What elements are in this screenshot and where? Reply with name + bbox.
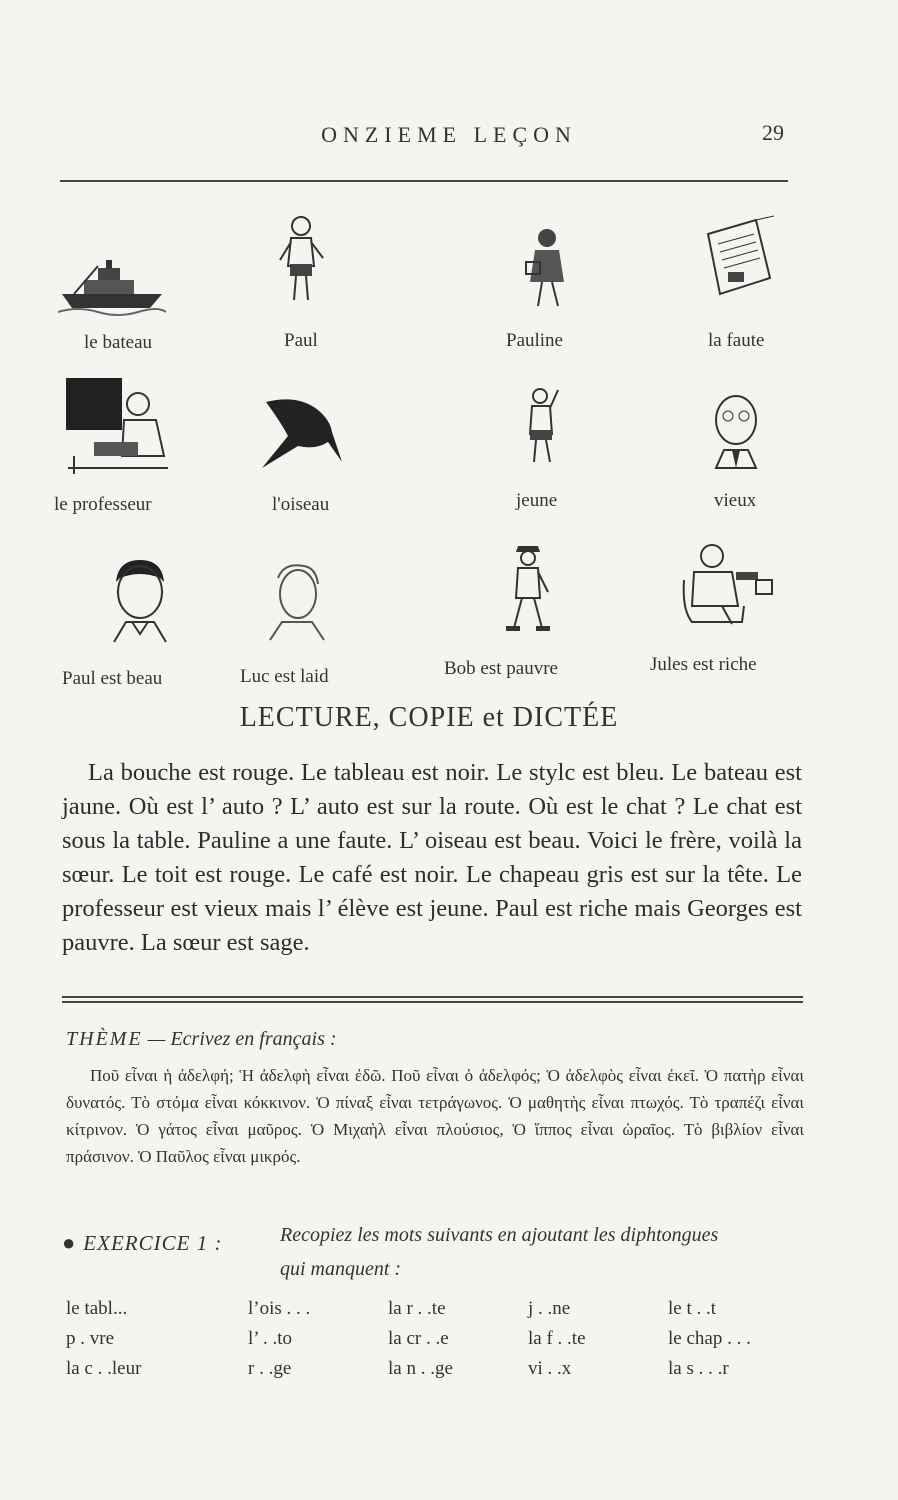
caption-vieux: vieux — [714, 490, 757, 511]
exercise-label: EXERCICE 1 : — [83, 1231, 223, 1255]
caption-luc-laid: Luc est laid — [240, 666, 329, 687]
exercise-word: p . vre — [66, 1328, 115, 1349]
faute-paper-illustration — [700, 214, 776, 304]
paul-illustration — [276, 214, 326, 306]
exercise-instruction-line1: Recopiez les mots suivants en ajoutant les diphtongues — [280, 1224, 719, 1246]
theme-label: THÈME — [66, 1028, 143, 1050]
section-divider-bottom — [62, 1001, 803, 1003]
old-man-illustration — [706, 388, 772, 470]
exercise-word: le t . .t — [668, 1298, 717, 1319]
lecture-heading: LECTURE, COPIE et DICTÉE — [239, 702, 619, 733]
exercise-word: r . .ge — [248, 1358, 292, 1379]
caption-bob-pauvre: Bob est pauvre — [444, 658, 558, 679]
exercise-word: la cr . .e — [388, 1328, 449, 1349]
exercise-word: la s . . .r — [668, 1358, 729, 1379]
caption-bateau: le bateau — [84, 332, 153, 353]
lesson-title: ONZIEME LEÇON — [321, 122, 577, 147]
exercise-word: la n . .ge — [388, 1358, 453, 1379]
exercise-word: j . .ne — [528, 1298, 571, 1319]
young-boy-illustration — [524, 386, 562, 466]
poor-man-illustration — [504, 538, 552, 634]
page-number: 29 — [762, 120, 784, 145]
exercise-word: la f . .te — [528, 1328, 586, 1349]
exercise-word: vi . .x — [528, 1358, 572, 1379]
caption-oiseau: l'oiseau — [272, 494, 330, 515]
lecture-paragraph: La bouche est rouge. Le tableau est noir. Le stylc est bleu. Le bateau est jaune. Où est l’ auto ? L’ auto est sur la route. Où est le chat ? Le chat est sous la table. Pauline a une faute. L’ oiseau est beau. Voici le frère, voilà la sœur. Le toit est rouge. Le café est noir. Le chapeau gris est sur la tête. Le professeur est vieux mais l’ élève est jeune. Paul est riche mais Georges est pauvre. La sœur est sage. — [62, 759, 802, 956]
exercise-column-2 — [248, 1294, 310, 1384]
bullet-icon: ● — [62, 1230, 76, 1255]
boat-illustration — [58, 256, 166, 316]
caption-faute: la faute — [708, 330, 765, 351]
exercise-word: l’ . .to — [248, 1328, 292, 1349]
caption-professeur: le professeur — [54, 494, 152, 515]
theme-greek-text: Ποῦ εἶναι ἡ ἀδελφή; Ἡ ἀδελφὴ εἶναι ἐδῶ. Ποῦ εἶναι ὁ ἀδελφός; Ὁ ἀδελφὸς εἶναι ἐκεῖ. Ὁ πατὴρ εἶναι δυνατός. Τὸ στόμα εἶναι κόκκινον. Ὁ πίναξ εἶναι τετράγωνος. Ὁ μαθητὴς εἶναι πτωχός. Τὸ τραπέζι εἶναι κίτρινον. Ὁ γάτος εἶναι μαῦρος. Ὁ Μιχαὴλ εἶναι πλούσιος, Ὁ ἵππος εἶναι ὡραῖος. Τὸ βιβλίον εἶναι πράσινον. Ὁ Παῦλος εἶναι μικρός. — [66, 1066, 804, 1166]
handsome-boy-illustration — [104, 556, 176, 646]
theme-heading — [66, 1028, 337, 1051]
caption-paul: Paul — [284, 330, 318, 351]
exercise-heading — [62, 1230, 222, 1256]
exercise-column-5 — [668, 1294, 751, 1384]
professor-illustration — [64, 376, 172, 476]
exercise-word: la c . .leur — [66, 1358, 142, 1379]
exercise-word: la r . .te — [388, 1298, 446, 1319]
exercise-word: le chap . . . — [668, 1328, 751, 1349]
exercise-word: l’ois . . . — [248, 1298, 311, 1319]
theme-instruction: — Ecrivez en français : — [147, 1028, 337, 1050]
exercise-instruction-line2: qui manquent : — [280, 1258, 402, 1280]
exercise-column-3 — [388, 1294, 453, 1384]
caption-pauline: Pauline — [506, 330, 563, 351]
exercise-column-4 — [528, 1294, 586, 1384]
header-divider — [60, 180, 788, 182]
caption-paul-beau: Paul est beau — [62, 668, 163, 689]
caption-jules-riche: Jules est riche — [650, 654, 757, 675]
caption-jeune: jeune — [516, 490, 558, 511]
rich-man-illustration — [682, 540, 778, 628]
exercise-word: le tabl... — [66, 1298, 128, 1319]
section-divider-top — [62, 996, 803, 998]
bird-illustration — [258, 390, 346, 470]
exercise-column-1 — [66, 1294, 141, 1384]
ugly-boy-illustration — [264, 560, 330, 644]
pauline-illustration — [522, 226, 572, 310]
